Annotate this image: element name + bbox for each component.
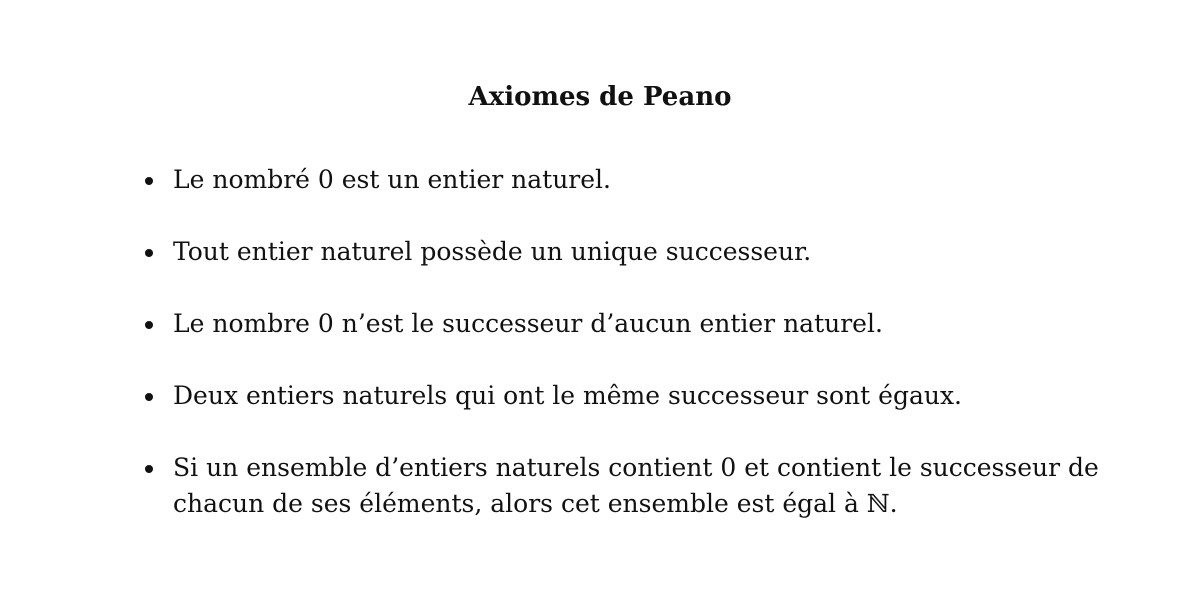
list-item bbox=[140, 450, 1120, 522]
bullet-icon bbox=[145, 321, 153, 329]
axiom-text: Si un ensemble d’entiers naturels contient 0 et contient le successeur de chacun de ses éléments, alors cet ensemble est égal à ℕ. bbox=[173, 453, 1099, 518]
list-item bbox=[140, 306, 1120, 342]
bullet-icon bbox=[145, 249, 153, 257]
axiom-text: Deux entiers naturels qui ont le même successeur sont égaux. bbox=[173, 381, 963, 410]
list-item bbox=[140, 234, 1120, 270]
axiom-text: Le nombré 0 est un entier naturel. bbox=[173, 165, 611, 194]
bullet-icon bbox=[145, 393, 153, 401]
list-item bbox=[140, 378, 1120, 414]
bullet-icon bbox=[145, 465, 153, 473]
axiom-list bbox=[140, 162, 1120, 558]
axiom-text: Tout entier naturel possède un unique successeur. bbox=[173, 237, 812, 266]
bullet-icon bbox=[145, 177, 153, 185]
page-title: Axiomes de Peano bbox=[468, 82, 732, 112]
axiom-text: Le nombre 0 n’est le successeur d’aucun entier naturel. bbox=[173, 309, 883, 338]
list-item bbox=[140, 162, 1120, 198]
